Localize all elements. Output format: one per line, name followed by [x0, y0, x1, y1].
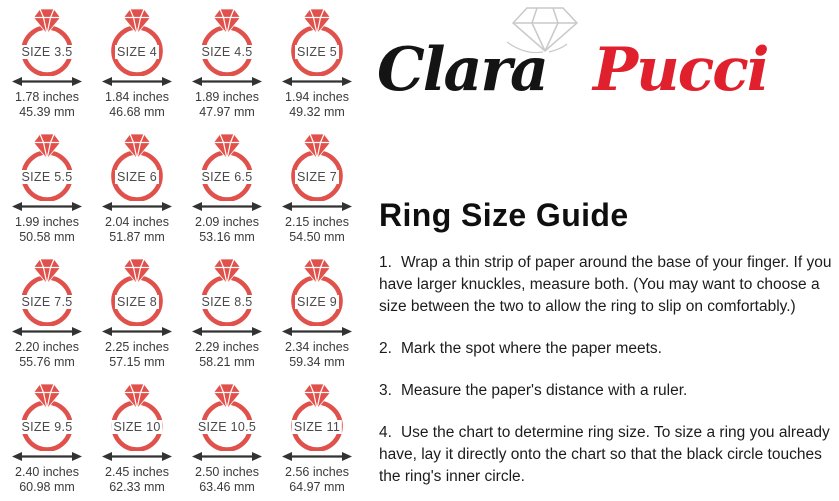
ring-measurements [182, 215, 272, 245]
double-arrow-icon [102, 451, 172, 462]
ring-diameter-inches: 1.84 inches [105, 90, 169, 104]
diamond-outline-icon [499, 4, 591, 58]
ring-measurements [2, 90, 92, 120]
ring-diameter-mm: 55.76 mm [19, 354, 75, 369]
ring-measurements [92, 340, 182, 370]
brand-word-pucci: Pucci [593, 35, 768, 105]
ring-size-cell [2, 4, 92, 129]
ring-size-cell [272, 379, 362, 501]
ring-size-label: SIZE 6 [116, 170, 158, 184]
ring-diameter-inches: 1.99 inches [15, 215, 79, 229]
ring-size-cell [2, 254, 92, 379]
instruction-step-3 [379, 380, 839, 402]
ring-diameter-mm: 57.15 mm [109, 354, 165, 369]
instructions-list [379, 252, 839, 488]
ring-diameter-inches: 2.15 inches [285, 215, 349, 229]
ring-measurements [2, 340, 92, 370]
ring-size-label: SIZE 6.5 [201, 170, 253, 184]
ring-diameter-inches: 2.40 inches [15, 465, 79, 479]
ring-size-label: SIZE 7.5 [21, 295, 73, 309]
ring-measurements [182, 90, 272, 120]
ring-size-label: SIZE 4 [116, 45, 158, 59]
ring-diameter-inches: 2.34 inches [285, 340, 349, 354]
ring-size-label: SIZE 10.5 [197, 420, 257, 434]
ring-diamond-icon [182, 256, 272, 326]
double-arrow-icon [192, 201, 262, 212]
ring-diamond-icon [92, 381, 182, 451]
ring-diamond-icon [182, 131, 272, 201]
ring-diameter-mm: 51.87 mm [109, 229, 165, 244]
ring-measurements [2, 465, 92, 495]
ring-diameter-mm: 64.97 mm [289, 479, 345, 494]
ring-size-cell [182, 254, 272, 379]
ring-diameter-mm: 50.58 mm [19, 229, 75, 244]
ring-measurements [2, 215, 92, 245]
ring-measurements [182, 465, 272, 495]
ring-size-cell [182, 129, 272, 254]
step-number: 4. [379, 424, 392, 442]
ring-diameter-mm: 58.21 mm [199, 354, 255, 369]
ring-size-cell [2, 129, 92, 254]
ring-size-label: SIZE 5.5 [21, 170, 73, 184]
ring-measurements [272, 465, 362, 495]
ring-diameter-mm: 49.32 mm [289, 104, 345, 119]
ring-diameter-mm: 54.50 mm [289, 229, 345, 244]
ring-diamond-icon [2, 6, 92, 76]
guide-panel [377, 0, 839, 501]
double-arrow-icon [282, 326, 352, 337]
ring-size-cell [182, 379, 272, 501]
ring-diamond-icon [92, 256, 182, 326]
ring-diamond-icon [272, 256, 362, 326]
ring-measurements [272, 90, 362, 120]
ring-diameter-mm: 62.33 mm [109, 479, 165, 494]
ring-diameter-inches: 2.04 inches [105, 215, 169, 229]
ring-size-cell [182, 4, 272, 129]
double-arrow-icon [102, 201, 172, 212]
ring-diameter-mm: 63.46 mm [199, 479, 255, 494]
ring-size-chart [2, 4, 362, 501]
ring-diameter-mm: 60.98 mm [19, 479, 75, 494]
ring-diameter-inches: 1.94 inches [285, 90, 349, 104]
ring-size-label: SIZE 9 [296, 295, 338, 309]
ring-measurements [92, 465, 182, 495]
ring-size-label: SIZE 4.5 [201, 45, 253, 59]
ring-diameter-inches: 2.20 inches [15, 340, 79, 354]
double-arrow-icon [102, 326, 172, 337]
ring-size-cell [92, 4, 182, 129]
ring-size-label: SIZE 9.5 [21, 420, 73, 434]
ring-diamond-icon [92, 131, 182, 201]
ring-size-cell [272, 129, 362, 254]
ring-size-cell [92, 254, 182, 379]
step-number: 3. [379, 382, 392, 400]
ring-diamond-icon [272, 131, 362, 201]
double-arrow-icon [282, 76, 352, 87]
double-arrow-icon [12, 76, 82, 87]
ring-size-label: SIZE 7 [296, 170, 338, 184]
ring-size-cell [272, 254, 362, 379]
ring-size-label: SIZE 3.5 [21, 45, 73, 59]
ring-diameter-inches: 2.09 inches [195, 215, 259, 229]
double-arrow-icon [192, 451, 262, 462]
ring-diameter-mm: 53.16 mm [199, 229, 255, 244]
ring-diamond-icon [182, 6, 272, 76]
ring-size-label: SIZE 8.5 [201, 295, 253, 309]
ring-measurements [272, 215, 362, 245]
ring-diameter-inches: 1.78 inches [15, 90, 79, 104]
ring-diameter-inches: 2.56 inches [285, 465, 349, 479]
ring-measurements [92, 215, 182, 245]
step-text: Use the chart to determine ring size. To size a ring you already have, lay it directly onto the chart so that the black circle touches the ring's inner circle. [379, 424, 830, 486]
ring-diameter-mm: 47.97 mm [199, 104, 255, 119]
ring-diameter-inches: 2.25 inches [105, 340, 169, 354]
page-title: Ring Size Guide [379, 197, 629, 233]
instruction-step-2 [379, 338, 839, 360]
ring-measurements [92, 90, 182, 120]
ring-diamond-icon [92, 6, 182, 76]
ring-size-cell [92, 379, 182, 501]
ring-diamond-icon [2, 131, 92, 201]
step-number: 2. [379, 340, 392, 358]
double-arrow-icon [192, 76, 262, 87]
double-arrow-icon [12, 451, 82, 462]
ring-diamond-icon [2, 381, 92, 451]
brand-word-clara: Clara [377, 35, 547, 105]
double-arrow-icon [12, 326, 82, 337]
double-arrow-icon [282, 451, 352, 462]
instruction-step-4 [379, 422, 839, 488]
ring-diameter-inches: 1.89 inches [195, 90, 259, 104]
double-arrow-icon [192, 326, 262, 337]
ring-size-label: SIZE 5 [296, 45, 338, 59]
ring-diameter-inches: 2.29 inches [195, 340, 259, 354]
double-arrow-icon [282, 201, 352, 212]
brand-logo [377, 0, 839, 105]
double-arrow-icon [102, 76, 172, 87]
step-text: Measure the paper's distance with a ruler. [400, 382, 688, 400]
step-text: Mark the spot where the paper meets. [400, 340, 662, 358]
ring-diamond-icon [272, 381, 362, 451]
ring-size-cell [272, 4, 362, 129]
ring-diamond-icon [182, 381, 272, 451]
ring-diamond-icon [272, 6, 362, 76]
ring-diameter-inches: 2.50 inches [195, 465, 259, 479]
ring-size-label: SIZE 10 [113, 420, 161, 434]
ring-diamond-icon [2, 256, 92, 326]
ring-size-label: SIZE 11 [293, 420, 341, 434]
ring-measurements [272, 340, 362, 370]
step-text: Wrap a thin strip of paper around the base of your finger. If you have larger knuckles, measure both. (You may want to choose a size between the two to allow the ring to slip on comfortably.) [379, 254, 832, 316]
ring-diameter-mm: 46.68 mm [109, 104, 165, 119]
ring-size-cell [2, 379, 92, 501]
step-number: 1. [379, 254, 392, 272]
ring-diameter-mm: 59.34 mm [289, 354, 345, 369]
ring-measurements [182, 340, 272, 370]
ring-size-cell [92, 129, 182, 254]
ring-diameter-inches: 2.45 inches [105, 465, 169, 479]
ring-size-label: SIZE 8 [116, 295, 158, 309]
double-arrow-icon [12, 201, 82, 212]
instruction-step-1 [379, 252, 839, 318]
ring-diameter-mm: 45.39 mm [19, 104, 75, 119]
